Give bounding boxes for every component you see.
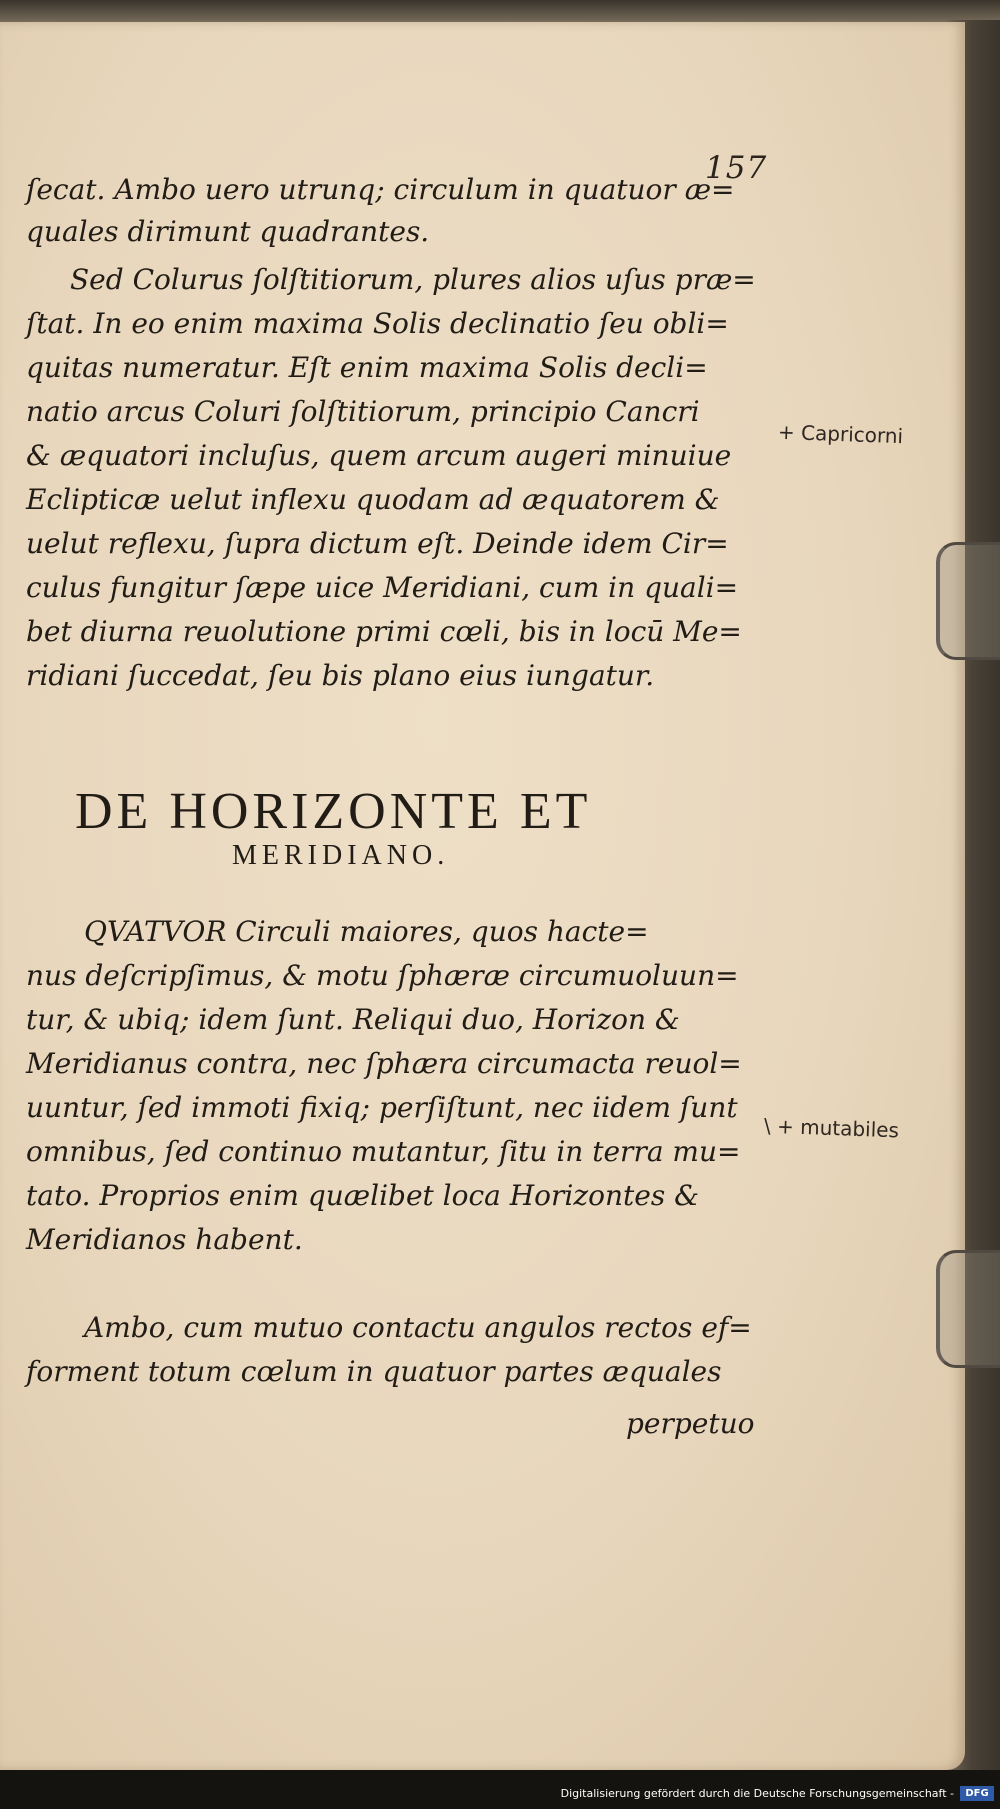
section-heading: DE HORIZONTE ET <box>75 783 592 840</box>
text-line: uelut reflexu, ſupra dictum eſt. Deinde idem Cir= <box>26 527 729 560</box>
text-line: Meridianos habent. <box>26 1223 303 1256</box>
text-line: tur, & ubiq; idem ſunt. Reliqui duo, Horizon & <box>26 1003 680 1036</box>
text-line: tato. Proprios enim quælibet loca Horizontes & <box>26 1179 700 1212</box>
handwritten-margin-note: \ + mutabiles <box>763 1113 900 1143</box>
dfg-logo: DFG <box>960 1786 994 1801</box>
text-line: ſecat. Ambo uero utrunq; circulum in quatuor æ= <box>26 173 735 206</box>
text-line: quitas numeratur. Eſt enim maxima Solis decli= <box>26 351 708 384</box>
text-line: uuntur, ſed immoti fixiq; perſiſtunt, nec iidem ſunt <box>26 1091 738 1124</box>
page-clip <box>936 542 1000 660</box>
catchword: perpetuo <box>626 1407 755 1440</box>
page-number: 157 <box>705 150 768 186</box>
text-line: forment totum cœlum in quatuor partes æquales <box>26 1355 722 1388</box>
text-line: culus fungitur ſæpe uice Meridiani, cum in quali= <box>26 571 739 604</box>
page-clip <box>936 1250 1000 1368</box>
section-subheading: MERIDIANO. <box>232 840 450 871</box>
text-line: quales dirimunt quadrantes. <box>26 215 430 248</box>
text-line: Meridianus contra, nec ſphæra circumacta reuol= <box>26 1047 742 1080</box>
digitization-credit: Digitalisierung gefördert durch die Deutsche Forschungsgemeinschaft - <box>560 1787 954 1800</box>
text-line: Sed Colurus ſolſtitiorum, plures alios uſus præ= <box>70 263 756 296</box>
text-line: Eclipticæ uelut inflexu quodam ad æquatorem & <box>26 483 720 516</box>
text-line: nus deſcripſimus, & motu ſphæræ circumuoluun= <box>26 959 739 992</box>
text-line: omnibus, ſed continuo mutantur, ſitu in terra mu= <box>26 1135 741 1168</box>
text-line: ridiani ſuccedat, ſeu bis plano eius iungatur. <box>26 659 655 692</box>
text-line: QVATVOR Circuli maiores, quos hacte= <box>84 915 649 948</box>
handwritten-margin-note: + Capricorni <box>777 419 904 449</box>
text-line: & æquatori incluſus, quem arcum augeri minuiue <box>26 439 732 472</box>
text-line: Ambo, cum mutuo contactu angulos rectos ef= <box>84 1311 752 1344</box>
text-line: bet diurna reuolutione primi cœli, bis in locū Me= <box>26 615 742 648</box>
text-line: ſtat. In eo enim maxima Solis declinatio ſeu obli= <box>26 307 729 340</box>
book-page <box>0 22 965 1770</box>
text-line: natio arcus Coluri ſolſtitiorum, principio Cancri <box>26 395 700 428</box>
